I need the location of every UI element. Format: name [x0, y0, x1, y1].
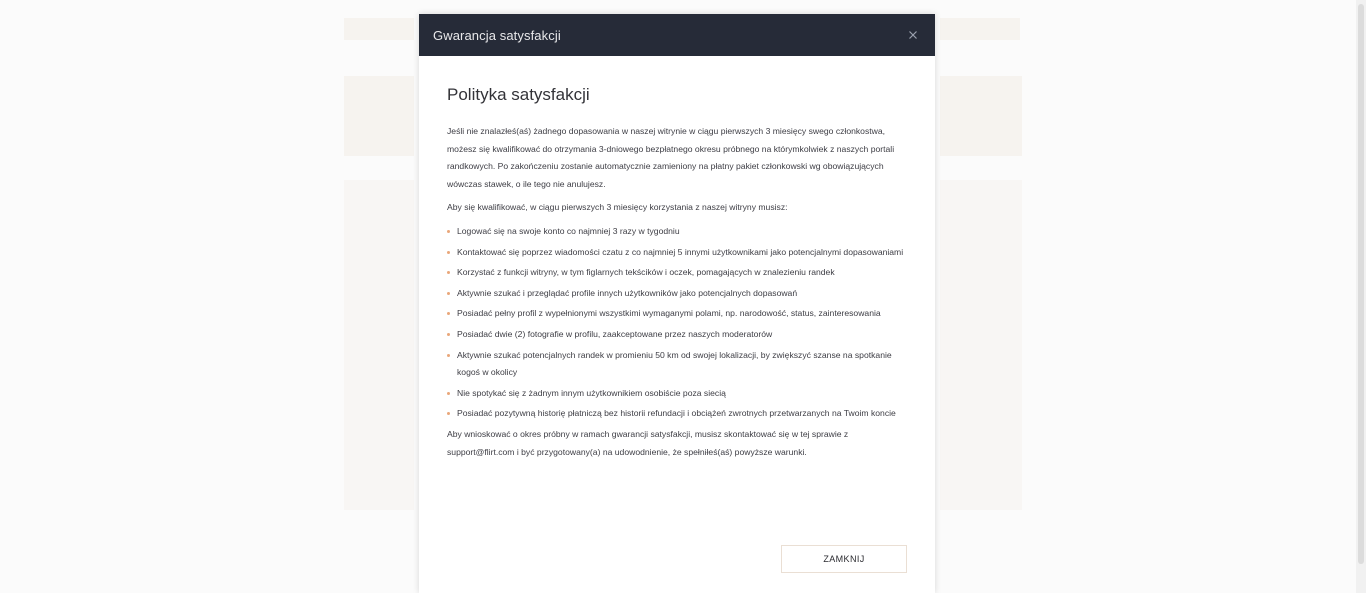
background-content-block: [344, 18, 414, 40]
requirement-text: Korzystać z funkcji witryny, w tym figlarnych tekścików i oczek, pomagających w znalezieniu randek: [457, 267, 835, 278]
bullet-icon: [447, 230, 450, 233]
list-item: [447, 264, 907, 282]
page-scrollbar[interactable]: [1356, 0, 1366, 593]
bullet-icon: [447, 271, 450, 274]
requirement-text: Aktywnie szukać i przeglądać profile innych użytkowników jako potencjalnych dopasowań: [457, 287, 798, 298]
background-content-block: [940, 180, 1022, 510]
list-item: [447, 347, 907, 382]
background-content-block: [940, 18, 1020, 40]
background-content-block: [940, 76, 1022, 156]
qualify-intro: Aby się kwalifikować, w ciągu pierwszych 3 miesięcy korzystania z naszej witryny musisz:: [447, 202, 788, 213]
requirement-text: Logować się na swoje konto co najmniej 3 razy w tygodniu: [457, 225, 680, 236]
list-item: [447, 326, 907, 344]
modal-header: [419, 14, 935, 56]
requirement-text: Kontaktować się poprzez wiadomości czatu z co najmniej 5 innymi użytkownikami jako potencjalnymi dopasowaniami: [457, 246, 904, 257]
requirements-list: [447, 223, 907, 423]
policy-heading: Polityka satysfakcji: [447, 85, 590, 104]
bullet-icon: [447, 354, 450, 357]
list-item: [447, 405, 907, 423]
requirement-text: Posiadać dwie (2) fotografie w profilu, zaakceptowane przez naszych moderatorów: [457, 328, 773, 339]
requirement-text: Posiadać pełny profil z wypełnionymi wszystkimi wymaganymi polami, np. narodowość, status, zainteresowania: [457, 308, 881, 319]
scrollbar-thumb[interactable]: [1358, 4, 1364, 564]
modal-body: [419, 56, 935, 461]
bullet-icon: [447, 312, 450, 315]
bullet-icon: [447, 392, 450, 395]
intro-paragraph: Jeśli nie znalazłeś(aś) żadnego dopasowania w naszej witrynie w ciągu pierwszych 3 miesięcy swego członkostwa, możesz się kwalifikować do otrzymania 3-dniowego bezpłatnego okresu próbnego na którymkolwiek z naszych portali randkowych. Po zakończeniu zostanie automatycznie zamieniony na płatny pakiet członkowski wg obowiązujących wówczas stawek, o ile tego nie anulujesz.: [447, 126, 895, 189]
requirement-text: Aktywnie szukać potencjalnych randek w promieniu 50 km od swojej lokalizacji, by zwiększyć szanse na spotkanie kogoś w okolicy: [457, 349, 892, 378]
modal-title: Gwarancja satysfakcji: [433, 27, 561, 43]
background-content-block: [344, 76, 414, 156]
background-content-block: [344, 180, 414, 510]
close-icon[interactable]: [905, 27, 921, 43]
list-item: [447, 285, 907, 303]
list-item: [447, 305, 907, 323]
footer-paragraph: Aby wnioskować o okres próbny w ramach gwarancji satysfakcji, musisz skontaktować się w tej sprawie z support@flirt.com i być przygotowany(a) na udowodnienie, że spełniłeś(aś) powyższe warunki.: [447, 428, 849, 457]
list-item: [447, 244, 907, 262]
bullet-icon: [447, 333, 450, 336]
bullet-icon: [447, 292, 450, 295]
list-item: [447, 385, 907, 403]
bullet-icon: [447, 251, 450, 254]
requirement-text: Posiadać pozytywną historię płatniczą bez historii refundacji i obciążeń zwrotnych przetwarzanych na Twoim koncie: [457, 408, 896, 419]
list-item: [447, 223, 907, 241]
close-button[interactable]: ZAMKNIJ: [781, 545, 907, 573]
bullet-icon: [447, 412, 450, 415]
satisfaction-guarantee-modal: [419, 14, 935, 593]
requirement-text: Nie spotykać się z żadnym innym użytkownikiem osobiście poza siecią: [457, 387, 726, 398]
